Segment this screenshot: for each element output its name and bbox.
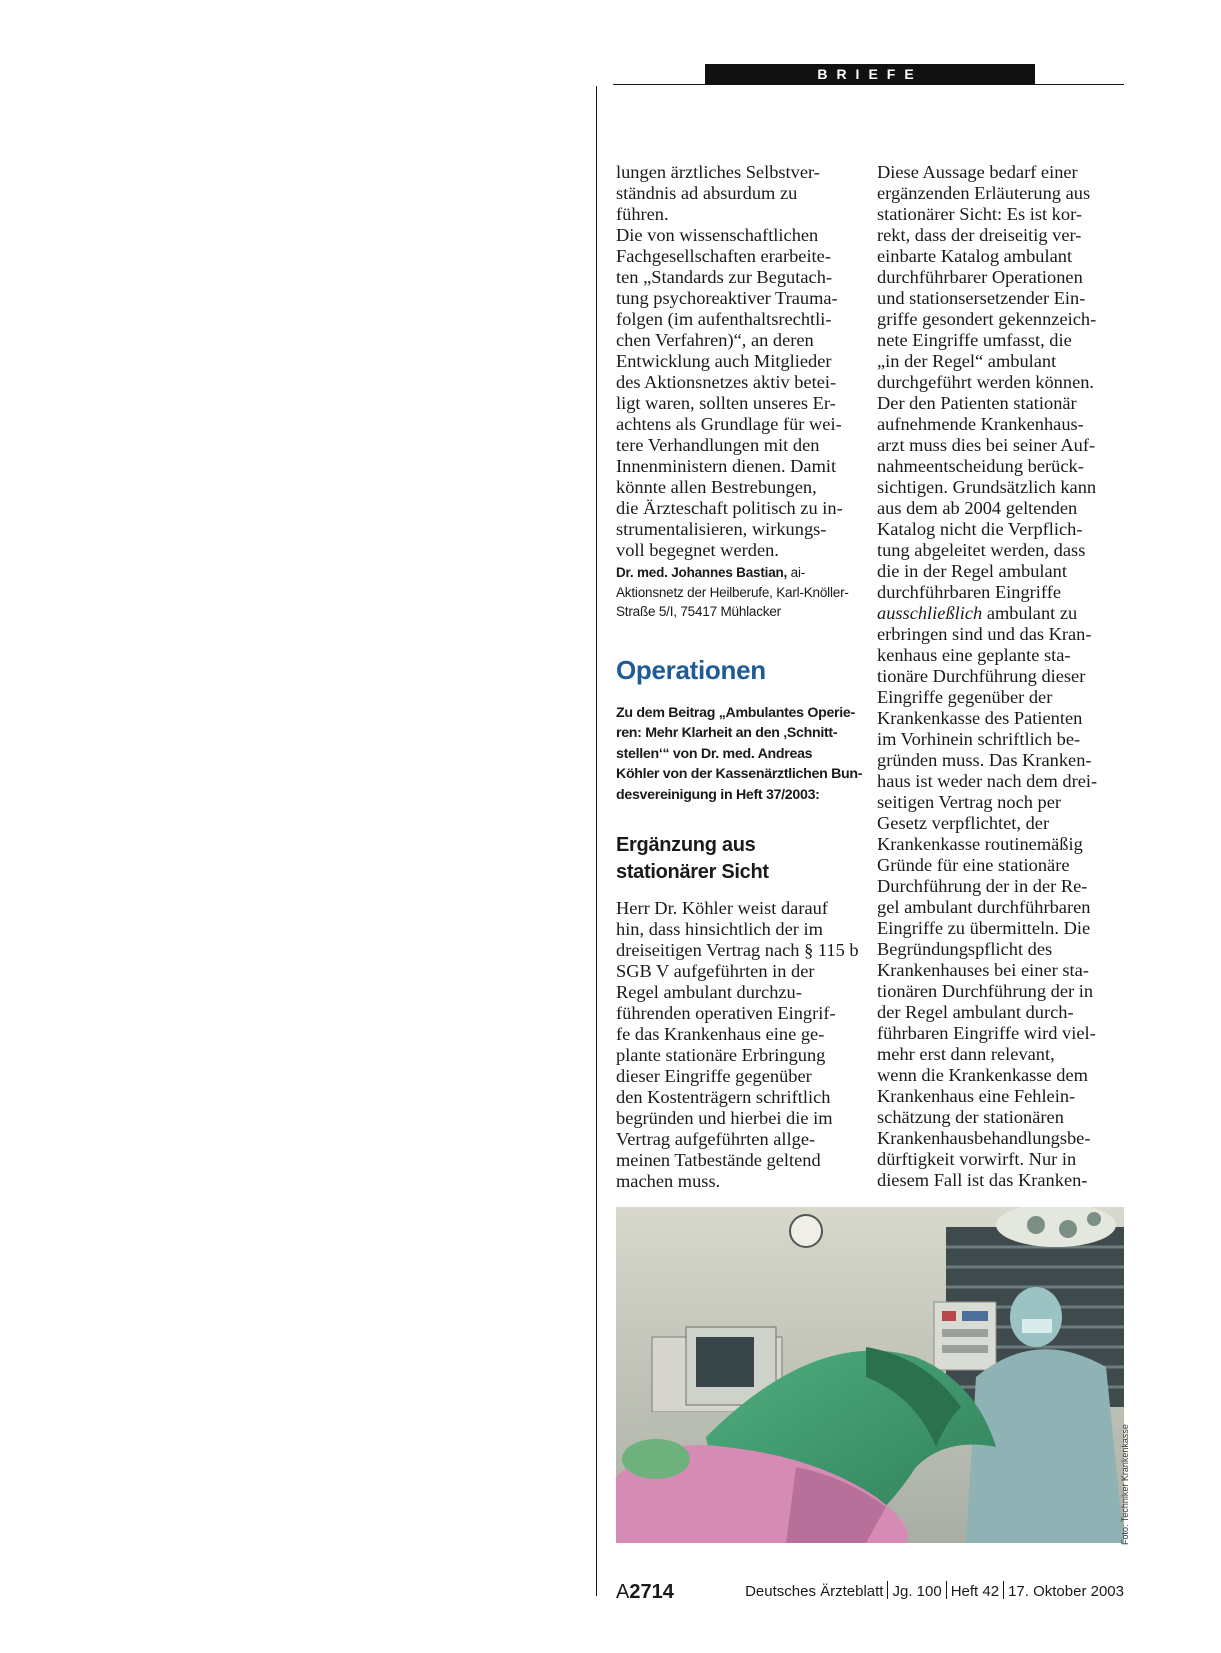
text-line: Diese Aussage bedarf einer bbox=[877, 162, 1078, 182]
text-line: erbringen sind und das Kran- bbox=[877, 624, 1092, 644]
footer-separator bbox=[1003, 1581, 1004, 1599]
text-line: dreiseitigen Vertrag nach § 115 b bbox=[616, 940, 859, 961]
text-line: dürftigkeit vorwirft. Nur in bbox=[877, 1149, 1077, 1169]
footer-separator bbox=[887, 1581, 888, 1599]
equipment-rack bbox=[934, 1302, 996, 1370]
text-line: Krankenhauses bei einer sta- bbox=[877, 960, 1089, 980]
letter-body-text bbox=[616, 898, 864, 1192]
operating-room-photo bbox=[616, 1207, 1124, 1543]
author-affiliation-start: ai- bbox=[787, 565, 806, 580]
text-line: Entwicklung auch Mitglieder bbox=[616, 351, 832, 371]
text-line: tere Verhandlungen mit den bbox=[616, 435, 820, 455]
text-line: kenhaus eine geplante sta- bbox=[877, 645, 1071, 665]
text-line: hin, dass hinsichtlich der im bbox=[616, 919, 823, 940]
text-line: der Regel ambulant durch- bbox=[877, 1002, 1074, 1022]
text-line: im Vorhinein schriftlich be- bbox=[877, 729, 1081, 749]
text-line: begründen und hierbei die im bbox=[616, 1108, 833, 1129]
text-line: führenden operativen Eingrif- bbox=[616, 1003, 836, 1024]
text-line: führbaren Eingriffe wird viel- bbox=[877, 1023, 1096, 1043]
page-number bbox=[616, 1580, 674, 1604]
text-line: gel ambulant durchführbaren bbox=[877, 897, 1091, 917]
text-line: haus ist weder nach dem drei- bbox=[877, 771, 1098, 791]
photo-credit: Foto: Techniker Krankenkasse bbox=[1120, 1424, 1130, 1545]
text-line: Gesetz verpflichtet, der bbox=[877, 813, 1050, 833]
text-line: strumentalisieren, wirkungs- bbox=[616, 519, 827, 539]
article-reference bbox=[616, 703, 864, 806]
text-line: nete Eingriffe umfasst, die bbox=[877, 330, 1072, 350]
photo-illustration bbox=[616, 1207, 1124, 1543]
text-line: diesem Fall ist das Kranken- bbox=[877, 1170, 1088, 1190]
text-line: den Kostenträgern schriftlich bbox=[616, 1087, 831, 1108]
text-line: nahmeentscheidung berück- bbox=[877, 456, 1084, 476]
letter-body-text bbox=[616, 162, 864, 561]
text-line: des Aktionsnetzes aktiv betei- bbox=[616, 372, 837, 392]
reference-line: Zu dem Beitrag „Ambulantes Operie- bbox=[616, 704, 855, 721]
text-line: wenn die Krankenkasse dem bbox=[877, 1065, 1088, 1085]
reference-line: Köhler von der Kassenärztlichen Bun- bbox=[616, 766, 863, 783]
text-line: machen muss. bbox=[616, 1171, 721, 1192]
text-line: fe das Krankenhaus eine ge- bbox=[616, 1024, 825, 1045]
text-line: arzt muss dies bei seiner Auf- bbox=[877, 435, 1096, 455]
text-line: Katalog nicht die Verpflich- bbox=[877, 519, 1083, 539]
text-line: Vertrag aufgeführten allge- bbox=[616, 1129, 816, 1150]
text-line: seitigen Vertrag noch per bbox=[877, 792, 1062, 812]
left-column bbox=[616, 162, 864, 1192]
text-line: schätzung der stationären bbox=[877, 1107, 1064, 1127]
text-line: rekt, dass der dreiseitig ver- bbox=[877, 225, 1082, 245]
author-address-line: Aktionsnetz der Heilberufe, Karl-Knöller- bbox=[616, 584, 849, 600]
text-line: meinen Tatbestände geltend bbox=[616, 1150, 821, 1171]
text-line: ten „Standards zur Begutach- bbox=[616, 267, 833, 287]
text-line: Krankenkasse des Patienten bbox=[877, 708, 1083, 728]
text-line: Fachgesellschaften erarbeite- bbox=[616, 246, 831, 266]
text-line: Begründungspflicht des bbox=[877, 939, 1053, 959]
text-line: dieser Eingriffe gegenüber bbox=[616, 1066, 812, 1087]
text-line: ergänzenden Erläuterung aus bbox=[877, 183, 1091, 203]
text-line: aus dem ab 2004 geltenden bbox=[877, 498, 1078, 518]
text-line: mehr erst dann relevant, bbox=[877, 1044, 1055, 1064]
text-line: Eingriffe gegenüber der bbox=[877, 687, 1053, 707]
text-line: Krankenhausbehandlungsbe- bbox=[877, 1128, 1091, 1148]
text-line bbox=[877, 603, 1125, 624]
title-line: Ergänzung aus bbox=[616, 834, 756, 857]
text-line: Gründe für eine stationäre bbox=[877, 855, 1070, 875]
text-line: Durchführung der in der Re- bbox=[877, 876, 1088, 896]
text-line: Der den Patienten stationär bbox=[877, 393, 1077, 413]
journal-volume: Jg. 100 bbox=[892, 1583, 942, 1600]
text-line: Innenministern dienen. Damit bbox=[616, 456, 837, 476]
text-line: gründen muss. Das Kranken- bbox=[877, 750, 1092, 770]
text-line: durchführbaren Eingriffe bbox=[877, 582, 1061, 602]
text-line: stationärer Sicht: Es ist kor- bbox=[877, 204, 1082, 224]
text-line: SGB V aufgeführten in der bbox=[616, 961, 815, 982]
text-line: Eingriffe zu übermitteln. Die bbox=[877, 918, 1091, 938]
page-number-value: 2714 bbox=[629, 1581, 674, 1603]
text-line: einbarte Katalog ambulant bbox=[877, 246, 1073, 266]
text-line: tung abgeleitet werden, dass bbox=[877, 540, 1086, 560]
reference-line: desvereinigung in Heft 37/2003: bbox=[616, 786, 820, 803]
letter-title bbox=[616, 832, 864, 886]
text-line: griffe gesondert gekennzeich- bbox=[877, 309, 1097, 329]
text-line: Die von wissenschaftlichen bbox=[616, 225, 819, 245]
text-line: und stationsersetzender Ein- bbox=[877, 288, 1086, 308]
column-divider bbox=[596, 86, 597, 1596]
footer-separator bbox=[946, 1581, 947, 1599]
text-line: tionäre Durchführung dieser bbox=[877, 666, 1086, 686]
patient-head-cover bbox=[622, 1439, 690, 1479]
text-line: Krankenhaus eine Fehlein- bbox=[877, 1086, 1076, 1106]
text-line: ständnis ad absurdum zu bbox=[616, 183, 798, 203]
text-line: sichtigen. Grundsätzlich kann bbox=[877, 477, 1097, 497]
text-line: ligt waren, sollten unseres Er- bbox=[616, 393, 836, 413]
text-line: führen. bbox=[616, 204, 669, 224]
text-line: die Ärzteschaft politisch zu in- bbox=[616, 498, 843, 518]
section-label: BRIEFE bbox=[705, 64, 1035, 85]
text-line: chen Verfahren)“, an deren bbox=[616, 330, 814, 350]
text-line: könnte allen Bestrebungen, bbox=[616, 477, 817, 497]
author-address-line: Straße 5/I, 75417 Mühlacker bbox=[616, 604, 781, 619]
text-line: durchgeführt werden können. bbox=[877, 372, 1095, 392]
text-line: die in der Regel ambulant bbox=[877, 561, 1067, 581]
journal-name: Deutsches Ärzteblatt bbox=[745, 1583, 884, 1600]
text-line: durchführbarer Operationen bbox=[877, 267, 1083, 287]
journal-date: 17. Oktober 2003 bbox=[1008, 1583, 1124, 1600]
reference-line: ren: Mehr Klarheit an den ‚Schnitt- bbox=[616, 725, 838, 742]
text-line: achtens als Grundlage für wei- bbox=[616, 414, 842, 434]
text-line: voll begegnet werden. bbox=[616, 540, 779, 560]
text-line: lungen ärztliches Selbstver- bbox=[616, 162, 820, 182]
title-line: stationärer Sicht bbox=[616, 861, 769, 884]
journal-info bbox=[745, 1580, 1124, 1604]
text-line: Herr Dr. Köhler weist darauf bbox=[616, 898, 828, 919]
page-prefix: A bbox=[616, 1581, 630, 1603]
text-line: Regel ambulant durchzu- bbox=[616, 982, 802, 1003]
reference-line: stellen‘“ von Dr. med. Andreas bbox=[616, 745, 813, 762]
right-column bbox=[877, 162, 1125, 1191]
text-line: tionären Durchführung der in bbox=[877, 981, 1094, 1001]
journal-issue: Heft 42 bbox=[950, 1583, 1000, 1600]
text-line: Krankenkasse routinemäßig bbox=[877, 834, 1083, 854]
author-name: Dr. med. Johannes Bastian, bbox=[616, 565, 788, 580]
text-line: „in der Regel“ ambulant bbox=[877, 351, 1057, 371]
text-fragment: ambulant zu bbox=[982, 603, 1078, 623]
text-line: plante stationäre Erbringung bbox=[616, 1045, 826, 1066]
emphasis-word: ausschließlich bbox=[877, 603, 983, 623]
text-line: folgen (im aufenthaltsrechtli- bbox=[616, 309, 832, 329]
article-headline: Operationen bbox=[616, 654, 766, 685]
text-line: aufnehmende Krankenhaus- bbox=[877, 414, 1084, 434]
text-line: tung psychoreaktiver Trauma- bbox=[616, 288, 838, 308]
author-signature bbox=[616, 563, 864, 622]
wall-clock bbox=[790, 1215, 822, 1247]
